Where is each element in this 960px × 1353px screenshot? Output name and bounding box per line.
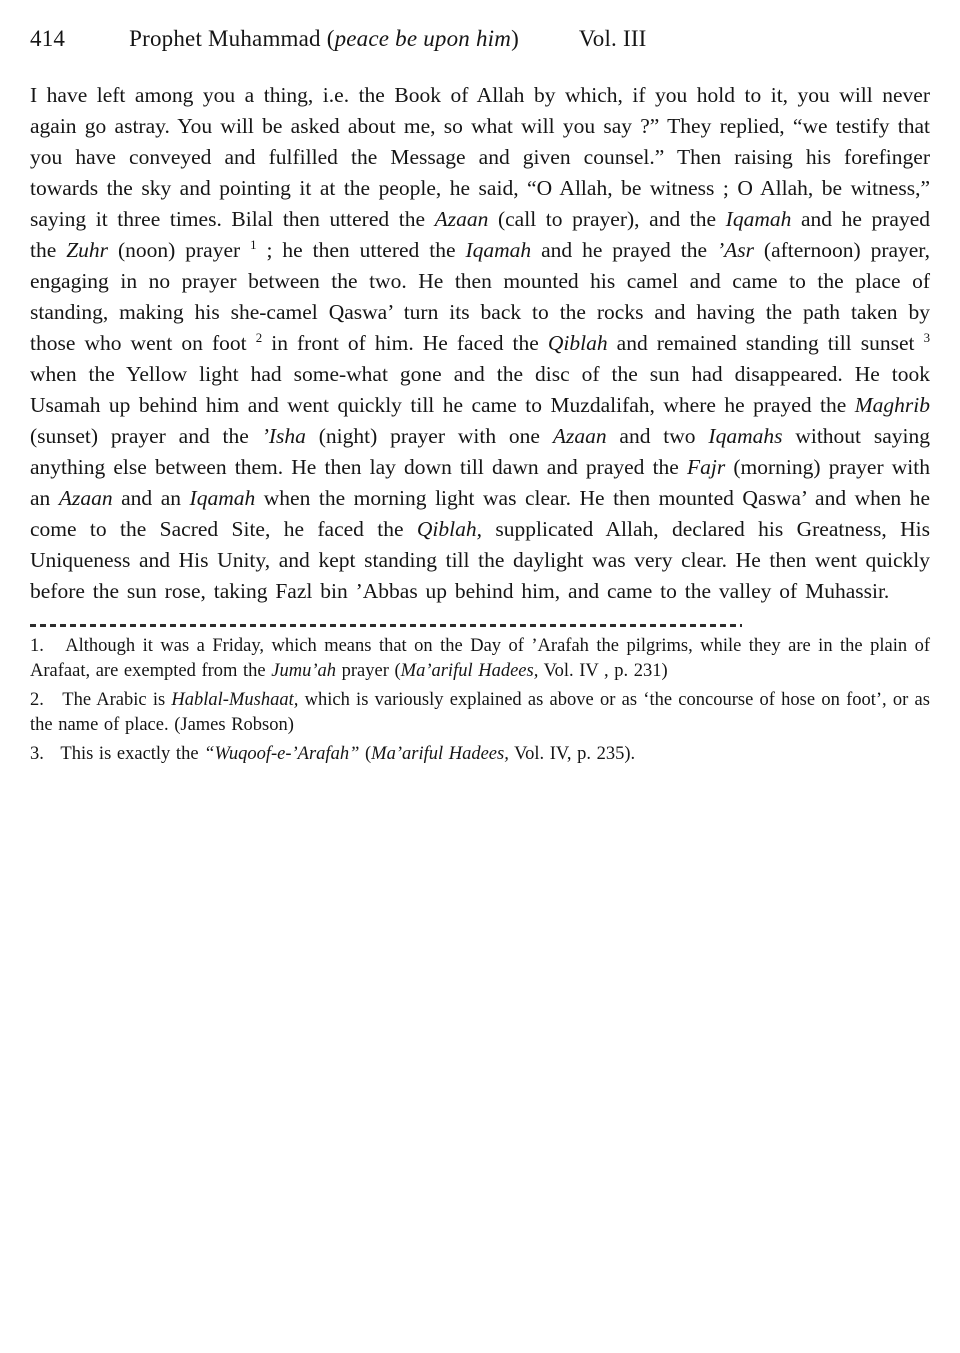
volume-label: Vol. III — [578, 26, 647, 51]
footnote-1: 1. Although it was a Friday, which means that on the Day of ’Arafah the pilgrims, while they are in the plain of Arafaat, are exempted from the Jumu’ah prayer (Ma’ariful Hadees, Vol. IV , p. 231) — [30, 636, 930, 681]
page-number: 414 — [30, 26, 66, 51]
book-title-text: Prophet Muhammad ( — [129, 26, 335, 51]
footnotes-section — [30, 634, 930, 767]
book-title-italic: peace be upon him — [334, 26, 512, 51]
book-title-text-suffix: ) — [511, 26, 519, 51]
page-header — [30, 26, 930, 52]
footnote-separator — [30, 624, 742, 627]
footnote-3: 3. This is exactly the “Wuqoof-e-’Arafah” (Ma’ariful Hadees, Vol. IV, p. 235). — [30, 744, 636, 764]
footnote-2: 2. The Arabic is Hablal-Mushaat, which is variously explained as above or as ‘the concourse of hose on foot’, or as the name of place. (James Robson) — [30, 690, 930, 735]
page-main — [30, 80, 930, 767]
body-paragraph: I have left among you a thing, i.e. the Book of Allah by which, if you hold to it, you will never again go astray. You will be asked about me, so what will you say ?” They replied, “we testify that you have conveyed and fulfilled the Message and given counsel.” Then raising his forefinger towards the sky and pointing it at the people, he said, “O Allah, be witness ; O Allah, be witness,” saying it three times. Bilal then uttered the Azaan (call to prayer), and the Iqamah and he prayed the Zuhr (noon) prayer $^1$ ; he then uttered the Iqamah and he prayed the ’Asr (afternoon) prayer, engaging in no prayer between the two. He then mounted his camel and came to the place of standing, making his she-camel Qaswa’ turn its back to the rocks and having the path taken by those who went on foot $^2$ in front of him. He faced the Qiblah and remained standing till sunset $^3$ when the Yellow light had some-what gone and the disc of the sun had disappeared. He took Usamah up behind him and went quickly till he came to Muzdalifah, where he prayed the Maghrib (sunset) prayer and the ’Isha (night) prayer with one Azaan and two Iqamahs without saying anything else between them. He then lay down till dawn and prayed the Fajr (morning) prayer with an Azaan and an Iqamah when the morning light was clear. He then mounted Qaswa’ and when he come to the Sacred Site, he faced the Qiblah, supplicated Allah, declared his Greatness, His Uniqueness and His Unity, and kept standing till the daylight was very clear. He then went quickly before the sun rose, taking Fazl bin ’Abbas up behind him, and came to the valley of Muhassir. — [30, 83, 931, 603]
book-title — [129, 26, 519, 52]
